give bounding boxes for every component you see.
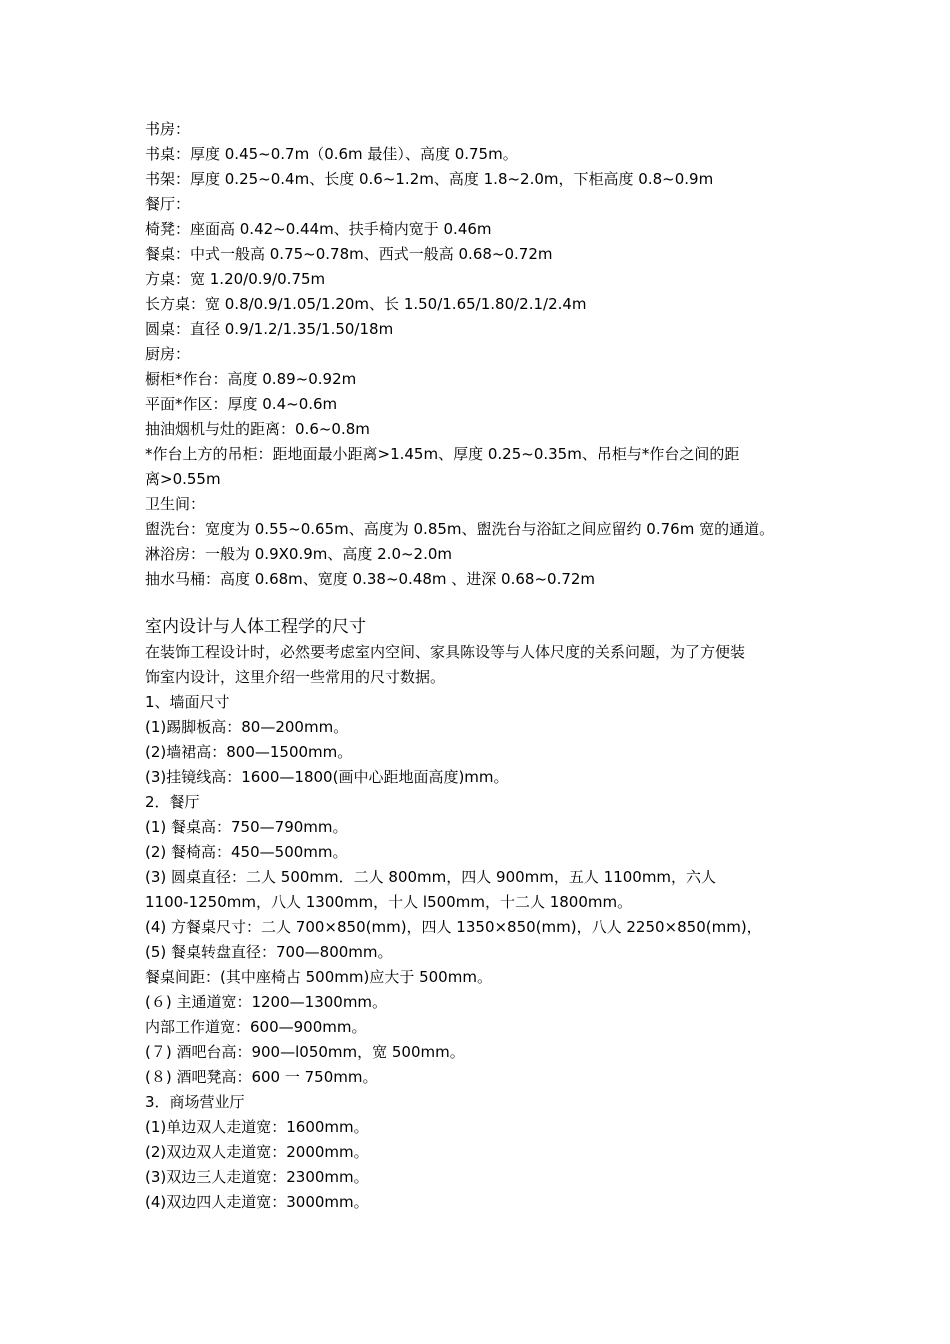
- text-line: 方桌：宽 1.20/0.9/0.75m: [145, 270, 326, 288]
- text-line: (3)挂镜线高：1600—1800(画中心距地面高度)mm。: [145, 768, 509, 786]
- text-line: 书架：厚度 0.25~0.4m、长度 0.6~1.2m、高度 1.8~2.0m，下柜高度 0.8~0.9m: [145, 170, 714, 188]
- text-line: (1)踢脚板高：80—200mm。: [145, 718, 349, 736]
- text-line: (2) 餐椅高：450—500mm。: [145, 843, 348, 861]
- document-page: [145, 117, 825, 1215]
- text-line: (5) 餐桌转盘直径：700—800mm。: [145, 943, 393, 961]
- text-line: 饰室内设计，这里介绍一些常用的尺寸数据。: [145, 668, 446, 686]
- section-title: 室内设计与人体工程学的尺寸: [145, 617, 366, 637]
- text-line: 2．餐厅: [145, 793, 200, 811]
- text-line: 橱柜*作台：高度 0.89~0.92m: [145, 370, 357, 388]
- text-line: 1、墙面尺寸: [145, 693, 230, 711]
- text-line: 圆桌：直径 0.9/1.2/1.35/1.50/18m: [145, 320, 394, 338]
- text-line: (８) 酒吧凳高：600 一 750mm。: [145, 1068, 378, 1086]
- text-line: 离>0.55m: [145, 470, 221, 488]
- text-line: (3)双边三人走道宽：2300mm。: [145, 1168, 369, 1186]
- text-line: 书桌：厚度 0.45~0.7m（0.6m 最佳）、高度 0.75m。: [145, 145, 518, 163]
- text-line: 抽油烟机与灶的距离：0.6~0.8m: [145, 420, 370, 438]
- text-line: 餐桌：中式一般高 0.75~0.78m、西式一般高 0.68~0.72m: [145, 245, 553, 263]
- text-line: 卫生间：: [145, 495, 206, 513]
- text-line: 餐厅：: [145, 195, 191, 213]
- text-line: (1) 餐桌高：750—790mm。: [145, 818, 348, 836]
- text-line: (4)双边四人走道宽：3000mm。: [145, 1193, 369, 1211]
- text-line: 长方桌：宽 0.8/0.9/1.05/1.20m、长 1.50/1.65/1.80/2.1/2.4m: [145, 295, 587, 313]
- text-line: 餐桌间距：(其中座椅占 500mm)应大于 500mm。: [145, 968, 492, 986]
- text-line: 在装饰工程设计时，必然要考虑室内空间、家具陈设等与人体尺度的关系问题，为了方便装: [145, 643, 746, 661]
- text-line: 盥洗台：宽度为 0.55~0.65m、高度为 0.85m、盥洗台与浴缸之间应留约 0.76m 宽的通道。: [145, 520, 775, 538]
- text-line: 淋浴房：一般为 0.9X0.9m、高度 2.0~2.0m: [145, 545, 453, 563]
- text-line: (2)双边双人走道宽：2000mm。: [145, 1143, 369, 1161]
- text-line: (2)墙裙高：800—1500mm。: [145, 743, 353, 761]
- text-line: 抽水马桶：高度 0.68m、宽度 0.38~0.48m 、进深 0.68~0.72m: [145, 570, 596, 588]
- section-ergonomics: [145, 614, 825, 1215]
- text-line: 椅凳：座面高 0.42~0.44m、扶手椅内宽于 0.46m: [145, 220, 492, 238]
- text-line: 3．商场营业厅: [145, 1093, 245, 1111]
- text-line: (７) 酒吧台高：900—l050mm，宽 500mm。: [145, 1043, 465, 1061]
- text-line: (4) 方餐桌尺寸：二人 700×850(mm)，四人 1350×850(mm)，八人 2250×850(mm)，: [145, 918, 762, 936]
- text-line: 内部工作道宽：600—900mm。: [145, 1018, 367, 1036]
- text-line: (1)单边双人走道宽：1600mm。: [145, 1118, 369, 1136]
- text-line: (3) 圆桌直径：二人 500mm．二人 800mm，四人 900mm，五人 1100mm，六人: [145, 868, 717, 886]
- text-line: (６) 主通道宽：1200—1300mm。: [145, 993, 388, 1011]
- text-line: 平面*作区：厚度 0.4~0.6m: [145, 395, 338, 413]
- text-line: 1100-1250mm，八人 1300mm，十人 l500mm，十二人 1800mm。: [145, 893, 633, 911]
- text-line: 书房：: [145, 120, 191, 138]
- section-room-dimensions: [145, 117, 825, 592]
- text-line: *作台上方的吊柜：距地面最小距离>1.45m、厚度 0.25~0.35m、吊柜与*作台之间的距: [145, 445, 740, 463]
- text-line: 厨房：: [145, 345, 191, 363]
